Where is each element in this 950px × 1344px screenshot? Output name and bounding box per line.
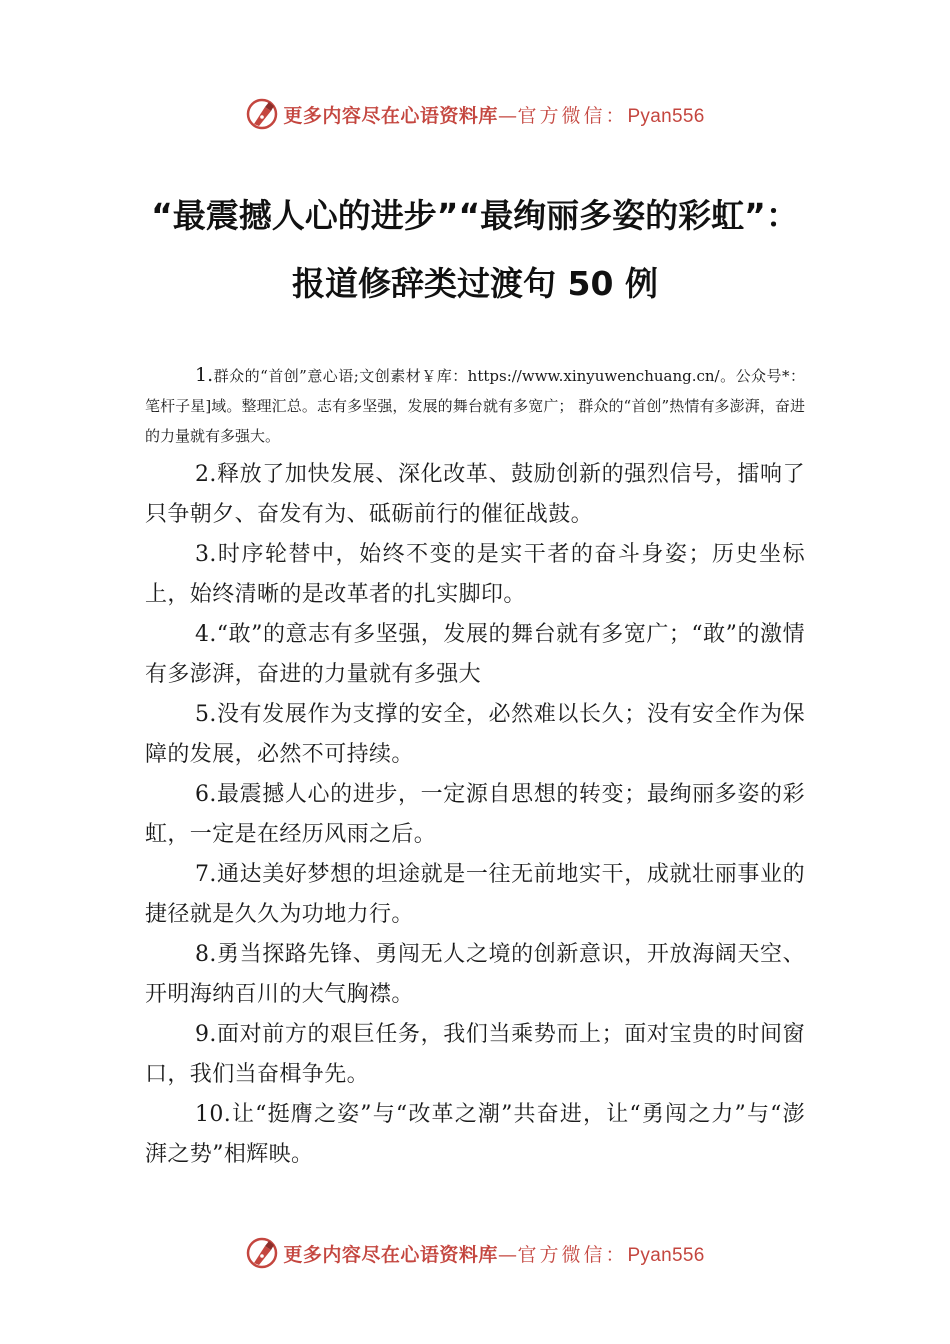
banner-brand: 更多内容尽在心语资料库: [283, 104, 498, 127]
paragraph-6: 6.最震撼人心的进步，一定源自思想的转变；最绚丽多姿的彩虹，一定是在经历风雨之后。: [145, 782, 805, 847]
paragraph-5: 5.没有发展作为支撑的安全，必然难以长久；没有安全作为保障的发展，必然不可持续。: [145, 702, 805, 767]
banner-dash: —: [497, 1243, 518, 1266]
paragraph-9: 9.面对前方的艰巨任务，我们当乘势而上；面对宝贵的时间窗口，我们当奋楫争先。: [145, 1022, 805, 1087]
banner-wechat-label: 官方微信：: [517, 1243, 628, 1266]
paragraph-3: 3.时序轮替中，始终不变的是实干者的奋斗身姿；历史坐标上，始终清晰的是改革者的扎实脚印。: [145, 542, 805, 607]
banner-wechat-id: Pyan556: [627, 105, 705, 127]
paragraph-1-text: 群众的“首创”意心语;文创素材￥库：https://www.xinyuwenchuang.cn/。公众号*：笔杆子星]域。整理汇总。志有多坚强，发展的舞台就有多宽广； 群众的“首创”热情有多澎湃，奋进的力量就有多强大。: [145, 367, 805, 445]
page-title-line-1: “最震撼人心的进步”“最绚丽多姿的彩虹”：: [151, 196, 799, 235]
paragraph-7: 7.通达美好梦想的坦途就是一往无前地实干，成就壮丽事业的捷径就是久久为功地力行。: [145, 862, 805, 927]
paragraph-1: [145, 360, 805, 451]
paragraph-10: 10.让“挺膺之姿”与“改革之潮”共奋进，让“勇闯之力”与“澎湃之势”相辉映。: [145, 1102, 805, 1167]
banner-text: [283, 1240, 704, 1267]
paragraph-4: 4.“敢”的意志有多坚强，发展的舞台就有多宽广；“敢”的激情有多澎湃，奋进的力量就有多强大: [145, 622, 805, 687]
footer-banner: [0, 1231, 950, 1275]
banner-dash: —: [497, 104, 518, 127]
paragraph-2: 2.释放了加快发展、深化改革、鼓励创新的强烈信号，擂响了只争朝夕、奋发有为、砥砺前行的催征战鼓。: [145, 462, 805, 527]
paragraph-1-number: 1.: [195, 364, 214, 386]
pen-nib-circle-icon: [245, 97, 279, 131]
document-body: [145, 360, 805, 1175]
banner-text: [283, 101, 704, 128]
page-title-line-2: 报道修辞类过渡句 50 例: [292, 264, 658, 303]
paragraph-8: 8.勇当探路先锋、勇闯无人之境的创新意识，开放海阔天空、开明海纳百川的大气胸襟。: [145, 942, 805, 1007]
pen-nib-circle-icon: [245, 1236, 279, 1270]
banner-wechat-id: Pyan556: [627, 1244, 705, 1266]
banner-wechat-label: 官方微信：: [517, 104, 628, 127]
banner-brand: 更多内容尽在心语资料库: [283, 1243, 498, 1266]
header-banner: [0, 92, 950, 136]
